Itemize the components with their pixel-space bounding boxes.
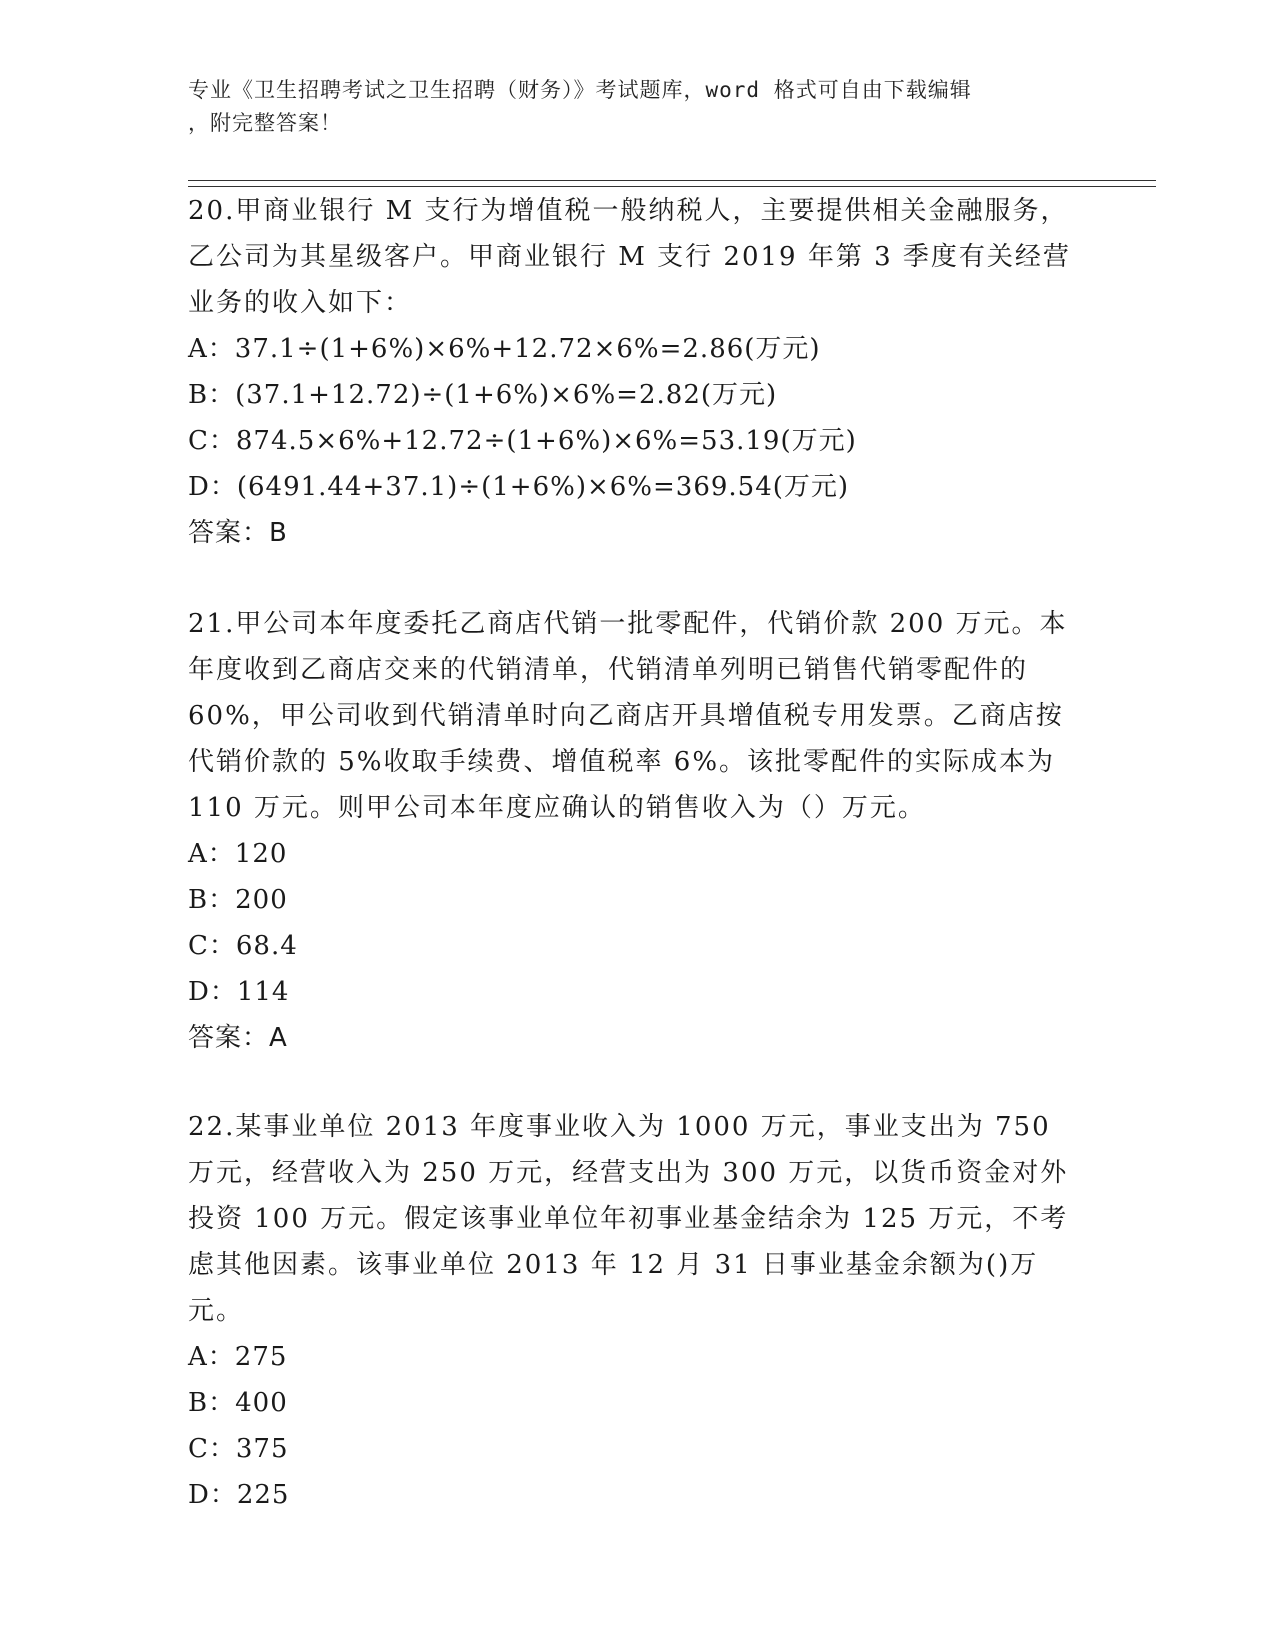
question-20 [188, 188, 1088, 556]
header-divider-bottom [188, 186, 1156, 187]
header-line-1: 专业《卫生招聘考试之卫生招聘（财务）》考试题库，word 格式可自由下载编辑 [188, 78, 972, 102]
question-21 [188, 601, 1088, 1061]
document-header [188, 74, 1088, 140]
answer-label: 答案：B [188, 518, 288, 548]
option-a: A：275 [188, 1342, 288, 1372]
header-divider-top [188, 180, 1156, 181]
option-b: B：200 [188, 885, 288, 915]
option-d: D：114 [188, 977, 290, 1007]
option-a: A：37.1÷(1+6%)×6%+12.72×6%=2.86(万元) [188, 334, 821, 364]
option-c: C：68.4 [188, 931, 298, 961]
question-stem: 20.甲商业银行 M 支行为增值税一般纳税人，主要提供相关金融服务，乙公司为其星级客户。甲商业银行 M 支行 2019 年第 3 季度有关经营业务的收入如下： [188, 196, 1071, 318]
question-stem: 22.某事业单位 2013 年度事业收入为 1000 万元，事业支出为 750 万元，经营收入为 250 万元，经营支出为 300 万元，以货币资金对外投资 100 万元。假定该事业单位年初事业基金结余为 125 万元，不考虑其他因素。该事业单位 2013 年 12 月 31 日事业基金余额为()万元。 [188, 1112, 1069, 1326]
answer-label: 答案：A [188, 1023, 288, 1053]
option-b: B：(37.1+12.72)÷(1+6%)×6%=2.82(万元) [188, 380, 778, 410]
option-d: D：(6491.44+37.1)÷(1+6%)×6%=369.54(万元) [188, 472, 850, 502]
question-stem: 21.甲公司本年度委托乙商店代销一批零配件，代销价款 200 万元。本年度收到乙商店交来的代销清单，代销清单列明已销售代销零配件的 60%，甲公司收到代销清单时向乙商店开具增值税专用发票。乙商店按代销价款的 5%收取手续费、增值税率 6%。该批零配件的实际成本为 110 万元。则甲公司本年度应确认的销售收入为（）万元。 [188, 609, 1068, 823]
question-22 [188, 1104, 1088, 1518]
option-c: C：375 [188, 1434, 289, 1464]
option-a: A：120 [188, 839, 288, 869]
option-d: D：225 [188, 1480, 290, 1510]
option-b: B：400 [188, 1388, 288, 1418]
option-c: C：874.5×6%+12.72÷(1+6%)×6%=53.19(万元) [188, 426, 857, 456]
header-line-2: ，附完整答案！ [188, 111, 342, 135]
